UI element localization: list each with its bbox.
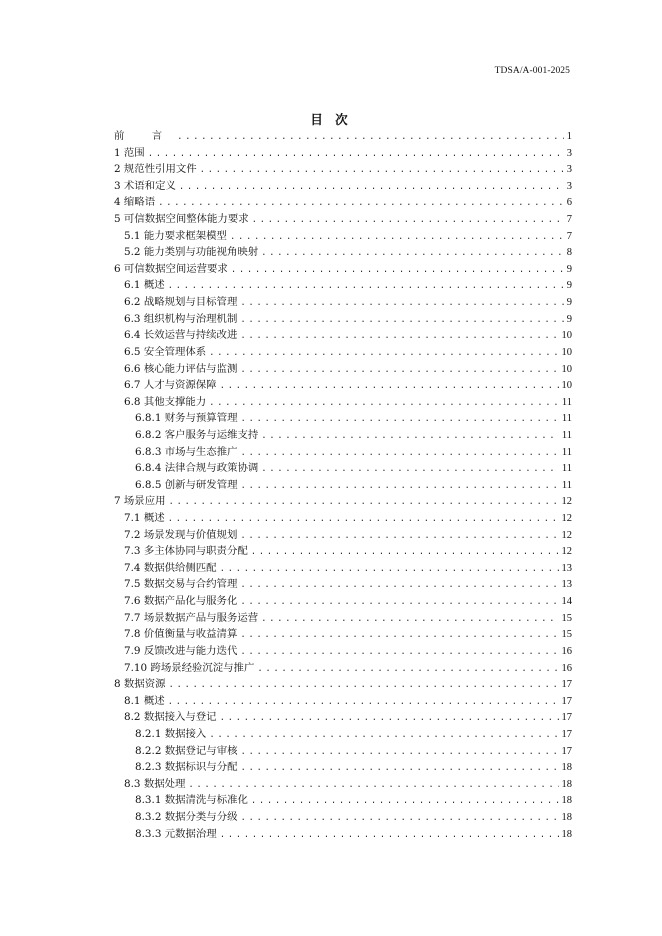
toc-entry-page-number: 18	[561, 795, 572, 807]
toc-entry-label: 6.8.5 创新与研发管理	[135, 478, 238, 491]
toc-list	[114, 128, 572, 842]
toc-entry-label: 7.9 反馈改进与能力迭代	[124, 644, 238, 657]
toc-entry-label: 8.2.2 数据登记与审核	[135, 744, 238, 757]
toc-leader-dots	[220, 561, 559, 578]
toc-entry[interactable]	[114, 228, 572, 245]
toc-entry[interactable]	[114, 261, 572, 278]
toc-entry-page-number: 17	[561, 728, 572, 740]
toc-entry-page-number: 17	[561, 745, 572, 757]
toc-entry-page-number: 12	[561, 513, 572, 525]
toc-entry-label: 7.6 数据产品化与服务化	[124, 595, 238, 608]
toc-leader-dots	[200, 162, 564, 179]
toc-leader-dots	[220, 710, 559, 727]
toc-entry-page-number: 3	[566, 147, 572, 159]
toc-leader-dots	[220, 378, 559, 395]
toc-entry[interactable]	[114, 344, 572, 361]
toc-entry-label: 6.1 概述	[124, 279, 165, 292]
toc-leader-dots	[168, 511, 559, 528]
toc-entry-page-number: 10	[561, 346, 572, 358]
toc-entry-label: 5.1 能力要求框架模型	[124, 229, 227, 242]
toc-entry-label: 8 数据资源	[114, 678, 166, 691]
toc-leader-dots	[240, 594, 558, 611]
toc-entry-page-number: 13	[561, 579, 572, 591]
toc-entry-page-number: 6	[566, 197, 572, 209]
toc-entry-label: 4 缩略语	[114, 196, 156, 209]
toc-entry-page-number: 10	[561, 380, 572, 392]
toc-entry-label: 5 可信数据空间整体能力要求	[114, 213, 249, 226]
toc-entry-label: 7.8 价值衡量与收益清算	[124, 628, 238, 641]
toc-leader-dots	[240, 577, 558, 594]
toc-entry-label: 6.4 长效运营与持续改进	[124, 329, 238, 342]
toc-entry[interactable]	[114, 660, 572, 677]
toc-entry-page-number: 10	[561, 330, 572, 342]
toc-leader-dots	[240, 644, 558, 661]
toc-entry-label: 6.7 人才与资源保障	[124, 379, 217, 392]
toc-leader-dots	[261, 611, 558, 628]
toc-leader-dots	[168, 278, 564, 295]
toc-entry-page-number: 7	[566, 230, 572, 242]
toc-leader-dots	[240, 810, 558, 827]
toc-entry-page-number: 12	[561, 496, 572, 508]
toc-entry[interactable]	[114, 543, 572, 560]
toc-entry[interactable]	[114, 643, 572, 660]
toc-entry-label: 前 言	[114, 130, 175, 142]
toc-entry-label: 8.3.2 数据分类与分级	[135, 810, 238, 823]
toc-entry-label: 7.3 多主体协同与职责分配	[124, 545, 248, 558]
toc-leader-dots	[209, 345, 558, 362]
toc-entry[interactable]	[114, 792, 572, 809]
toc-entry[interactable]	[114, 277, 572, 294]
toc-entry-label: 6.8.1 财务与预算管理	[135, 412, 238, 425]
toc-leader-dots	[261, 461, 559, 478]
toc-leader-dots	[240, 362, 558, 379]
toc-leader-dots	[168, 694, 559, 711]
toc-leader-dots	[257, 661, 558, 678]
toc-entry[interactable]	[114, 178, 572, 195]
toc-entry[interactable]	[114, 560, 572, 577]
toc-entry[interactable]	[114, 626, 572, 643]
toc-entry-page-number: 18	[561, 762, 572, 774]
toc-entry-page-number: 11	[561, 413, 572, 425]
toc-entry-label: 7 场景应用	[114, 495, 166, 508]
toc-entry-page-number: 16	[561, 645, 572, 657]
toc-leader-dots	[230, 229, 564, 246]
toc-entry-label: 6.8 其他支撑能力	[124, 395, 207, 408]
toc-leader-dots	[240, 312, 563, 329]
toc-leader-dots	[240, 295, 563, 312]
toc-entry[interactable]	[114, 593, 572, 610]
toc-entry-page-number: 11	[561, 446, 572, 458]
toc-entry-label: 6.3 组织机构与治理机制	[124, 312, 238, 325]
toc-entry[interactable]	[114, 826, 572, 843]
toc-entry-label: 8.3 数据处理	[124, 777, 186, 790]
toc-entry-page-number: 14	[561, 596, 572, 608]
toc-leader-dots	[209, 727, 558, 744]
toc-entry-label: 8.1 概述	[124, 694, 165, 707]
toc-title: 目 次	[310, 112, 352, 127]
toc-entry[interactable]	[114, 809, 572, 826]
toc-entry-page-number: 18	[561, 828, 572, 840]
toc-entry-label: 7.7 场景数据产品与服务运营	[124, 611, 259, 624]
toc-leader-dots	[261, 245, 564, 262]
toc-entry-page-number: 8	[566, 247, 572, 259]
toc-leader-dots	[240, 328, 558, 345]
toc-leader-dots	[158, 195, 564, 212]
toc-entry-page-number: 11	[561, 429, 572, 441]
toc-entry[interactable]	[114, 327, 572, 344]
toc-entry-page-number: 9	[566, 313, 572, 325]
toc-entry-label: 6.2 战略规划与目标管理	[124, 296, 238, 309]
toc-leader-dots	[240, 744, 558, 761]
toc-entry-label: 6.8.3 市场与生态推广	[135, 445, 238, 458]
toc-entry-label: 7.10 跨场景经验沉淀与推广	[124, 661, 255, 674]
toc-entry[interactable]	[114, 161, 572, 178]
toc-leader-dots	[240, 627, 558, 644]
toc-entry[interactable]	[114, 427, 572, 444]
toc-entry-label: 2 规范性引用文件	[114, 163, 197, 176]
toc-entry-label: 6.8.2 客户服务与运维支持	[135, 428, 259, 441]
toc-entry-page-number: 1	[566, 131, 572, 142]
toc-entry[interactable]	[114, 410, 572, 427]
toc-entry[interactable]	[114, 693, 572, 710]
toc-entry-page-number: 3	[566, 180, 572, 192]
toc-leader-dots	[209, 395, 559, 412]
toc-entry-label: 1 范围	[114, 146, 145, 159]
toc-entry-page-number: 7	[566, 214, 572, 226]
toc-leader-dots	[148, 146, 564, 163]
toc-entry[interactable]	[114, 759, 572, 776]
toc-entry[interactable]	[114, 394, 572, 411]
toc-entry-page-number: 12	[561, 529, 572, 541]
toc-entry-label: 8.2.1 数据接入	[135, 727, 207, 740]
toc-entry-page-number: 9	[566, 280, 572, 292]
toc-leader-dots	[168, 677, 558, 694]
toc-entry[interactable]	[114, 743, 572, 760]
toc-entry[interactable]	[114, 128, 572, 145]
toc-entry[interactable]	[114, 311, 572, 328]
toc-entry-label: 6.5 安全管理体系	[124, 345, 207, 358]
toc-entry-page-number: 9	[566, 297, 572, 309]
toc-entry-label: 7.1 概述	[124, 512, 165, 525]
toc-leader-dots	[240, 478, 558, 495]
toc-entry-page-number: 13	[561, 562, 572, 574]
toc-entry-page-number: 15	[561, 612, 572, 624]
toc-entry-page-number: 17	[561, 679, 572, 691]
toc-entry-page-number: 16	[561, 662, 572, 674]
toc-entry[interactable]	[114, 294, 572, 311]
toc-leader-dots	[261, 428, 559, 445]
toc-entry[interactable]	[114, 576, 572, 593]
toc-leader-dots	[240, 411, 558, 428]
toc-entry[interactable]	[114, 460, 572, 477]
toc-entry[interactable]	[114, 709, 572, 726]
toc-entry-label: 6.8.4 法律合规与政策协调	[135, 462, 259, 475]
toc-entry-label: 7.2 场景发现与价值规划	[124, 528, 238, 541]
toc-entry-label: 7.5 数据交易与合约管理	[124, 578, 238, 591]
toc-entry-page-number: 10	[561, 363, 572, 375]
toc-leader-dots	[177, 129, 564, 146]
toc-entry-label: 6 可信数据空间运营要求	[114, 262, 228, 275]
toc-entry[interactable]	[114, 676, 572, 693]
toc-leader-dots	[168, 494, 558, 511]
toc-entry[interactable]	[114, 527, 572, 544]
toc-entry-label: 3 术语和定义	[114, 179, 176, 192]
toc-entry[interactable]	[114, 211, 572, 228]
toc-entry-page-number: 11	[561, 479, 572, 491]
toc-entry[interactable]	[114, 477, 572, 494]
toc-entry[interactable]	[114, 145, 572, 162]
toc-entry-label: 8.3.3 元数据治理	[135, 827, 217, 840]
toc-leader-dots	[231, 262, 564, 279]
toc-entry-page-number: 18	[561, 811, 572, 823]
toc-entry[interactable]	[114, 361, 572, 378]
toc-leader-dots	[188, 777, 558, 794]
toc-entry[interactable]	[114, 610, 572, 627]
toc-leader-dots	[220, 827, 559, 844]
toc-entry-page-number: 17	[561, 695, 572, 707]
toc-leader-dots	[251, 544, 559, 561]
toc-entry[interactable]	[114, 726, 572, 743]
toc-entry-label: 8.2.3 数据标识与分配	[135, 761, 238, 774]
toc-entry-page-number: 12	[561, 546, 572, 558]
toc-entry-page-number: 3	[566, 164, 572, 176]
toc-entry-page-number: 18	[561, 778, 572, 790]
toc-entry[interactable]	[114, 776, 572, 793]
toc-entry[interactable]	[114, 510, 572, 527]
toc-entry-page-number: 9	[566, 263, 572, 275]
toc-entry-page-number: 11	[561, 396, 572, 408]
toc-leader-dots	[252, 212, 564, 229]
toc-entry[interactable]	[114, 194, 572, 211]
toc-entry[interactable]	[114, 444, 572, 461]
toc-entry[interactable]	[114, 377, 572, 394]
toc-entry-page-number: 17	[561, 712, 572, 724]
toc-entry-label: 8.2 数据接入与登记	[124, 711, 217, 724]
toc-entry-label: 6.6 核心能力评估与监测	[124, 362, 238, 375]
toc-entry[interactable]	[114, 493, 572, 510]
toc-entry-label: 8.3.1 数据清洗与标准化	[135, 794, 248, 807]
toc-leader-dots	[179, 179, 564, 196]
toc-leader-dots	[240, 528, 558, 545]
toc-entry-label: 7.4 数据供给侧匹配	[124, 561, 217, 574]
toc-leader-dots	[251, 793, 559, 810]
document-code: TDSA/A-001-2025	[494, 66, 570, 76]
toc-entry-label: 5.2 能力类别与功能视角映射	[124, 246, 259, 259]
toc-entry-page-number: 15	[561, 629, 572, 641]
toc-leader-dots	[240, 445, 558, 462]
toc-entry[interactable]	[114, 244, 572, 261]
toc-entry-page-number: 11	[561, 463, 572, 475]
toc-leader-dots	[240, 760, 558, 777]
